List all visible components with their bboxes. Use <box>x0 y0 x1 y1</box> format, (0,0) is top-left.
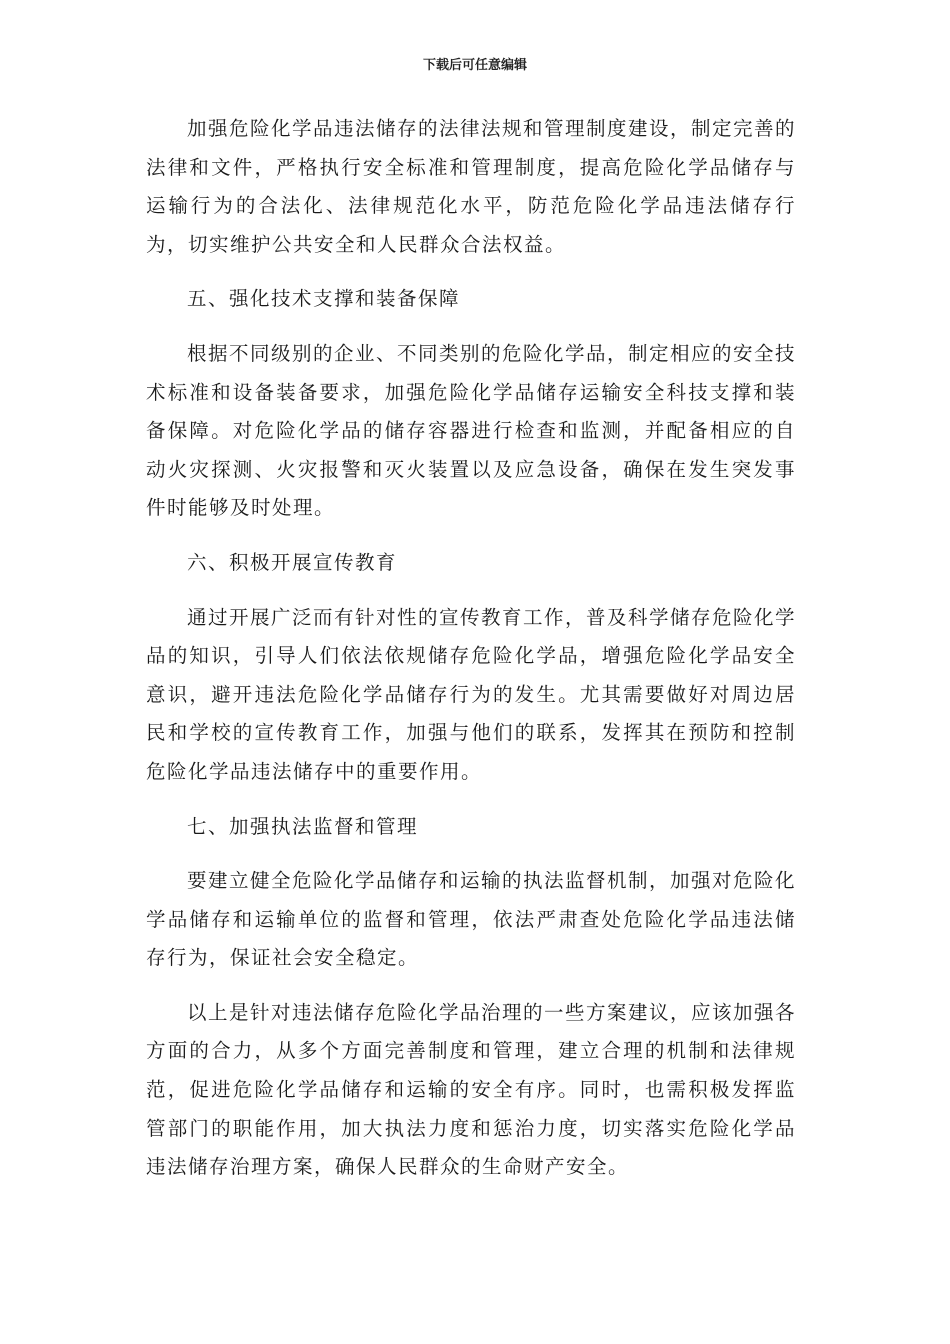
document-body <box>146 110 796 1203</box>
paragraph-conclusion: 以上是针对违法储存危险化学品治理的一些方案建议，应该加强各方面的合力，从多个方面完善制度和管理，建立合理的机制和法律规范，促进危险化学品储存和运输的安全有序。同时，也需积极发挥监管部门的职能作用，加大执法力度和惩治力度，切实落实危险化学品违法储存治理方案，确保人民群众的生命财产安全。 <box>146 1000 796 1179</box>
paragraph-technical-support: 根据不同级别的企业、不同类别的危险化学品，制定相应的安全技术标准和设备装备要求，加强危险化学品储存运输安全科技支撑和装备保障。对危险化学品的储存容器进行检查和监测，并配备相应的自动火灾探测、火灾报警和灭火装置以及应急设备，确保在发生突发事件时能够及时处理。 <box>146 341 796 520</box>
section-heading-7: 七、加强执法监督和管理 <box>186 814 418 838</box>
paragraph-publicity-education: 通过开展广泛而有针对性的宣传教育工作，普及科学储存危险化学品的知识，引导人们依法依规储存危险化学品，增强危险化学品安全意识，避开违法危险化学品储存行为的发生。尤其需要做好对周边居民和学校的宣传教育工作，加强与他们的联系，发挥其在预防和控制危险化学品违法储存中的重要作用。 <box>146 605 796 783</box>
paragraph-enforcement: 要建立健全危险化学品储存和运输的执法监督机制，加强对危险化学品储存和运输单位的监督和管理，依法严肃查处危险化学品违法储存行为，保证社会安全稳定。 <box>146 869 796 970</box>
page-header: 下载后可任意编辑 <box>422 58 527 73</box>
section-heading-6: 六、积极开展宣传教育 <box>186 550 397 574</box>
paragraph-legal-framework: 加强危险化学品违法储存的法律法规和管理制度建设，制定完善的法律和文件，严格执行安全标准和管理制度，提高危险化学品储存与运输行为的合法化、法律规范化水平，防范危险化学品违法储存行为，切实维护公共安全和人民群众合法权益。 <box>146 117 796 256</box>
section-heading-5: 五、强化技术支撑和装备保障 <box>186 287 460 311</box>
